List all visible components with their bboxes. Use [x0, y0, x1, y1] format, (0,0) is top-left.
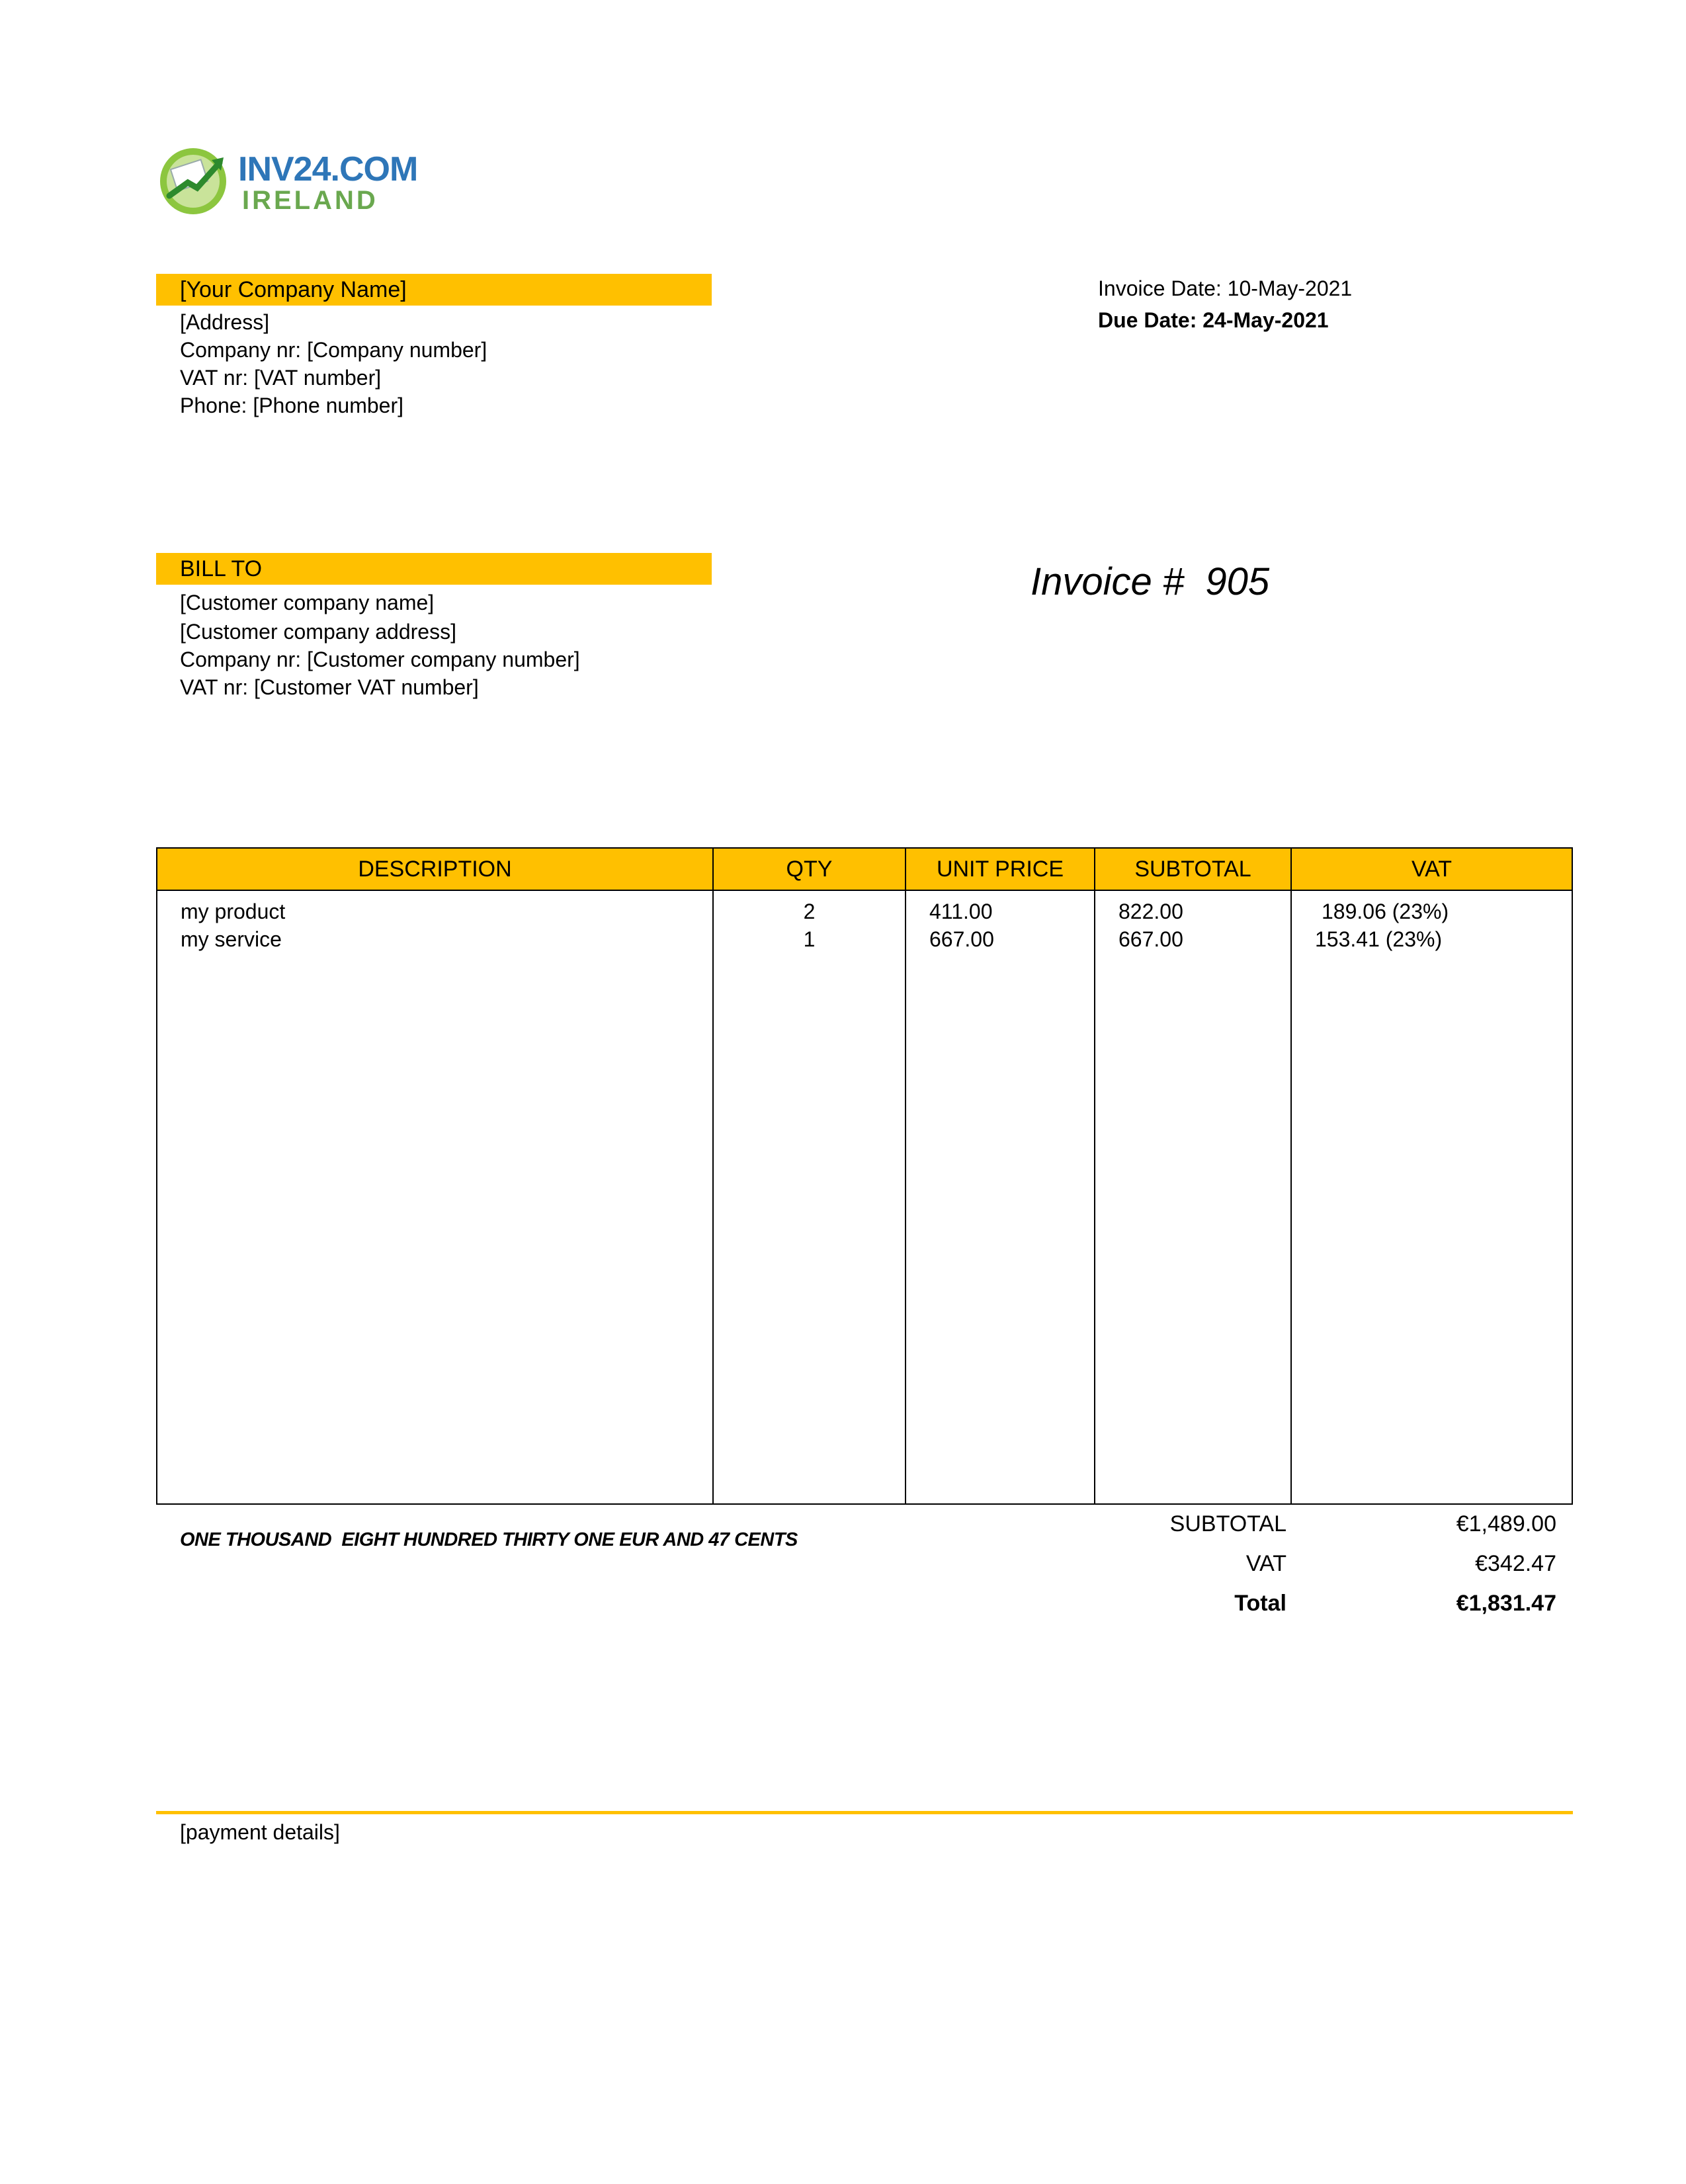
customer-number: Company nr: [Customer company number]: [180, 648, 580, 671]
vat-label: VAT: [1245, 1551, 1286, 1576]
bill-to-header: BILL TO: [156, 553, 712, 585]
header-unit-price: UNIT PRICE: [906, 849, 1095, 890]
item-unit-price: 411.00: [929, 900, 993, 923]
header-vat: VAT: [1291, 849, 1572, 890]
qty-column: [713, 890, 906, 1503]
customer-vat: VAT nr: [Customer VAT number]: [180, 675, 479, 699]
description-column: [157, 890, 713, 1503]
item-qty: 1: [803, 927, 816, 951]
total-value: €1,831.47: [1456, 1591, 1556, 1616]
item-unit-price: 667.00: [929, 927, 994, 951]
item-vat: 153.41 (23%): [1315, 927, 1443, 951]
payment-divider: [156, 1811, 1573, 1814]
company-address: [Address]: [180, 310, 270, 334]
item-qty: 2: [803, 900, 816, 923]
company-number: Company nr: [Company number]: [180, 338, 487, 362]
company-details: [180, 308, 487, 419]
unit-price-column: [906, 890, 1095, 1503]
company-name-header: [Your Company Name]: [156, 274, 712, 306]
logo-text: INV24.COM: [238, 150, 418, 189]
amount-in-words: ONE THOUSAND EIGHT HUNDRED THIRTY ONE EUR AND 47 CENTS: [180, 1529, 798, 1550]
customer-address: [Customer company address]: [180, 620, 456, 644]
item-subtotal: 822.00: [1118, 900, 1183, 923]
logo-subtext: IRELAND: [242, 186, 378, 215]
invoice-date: Invoice Date: 10-May-2021: [1098, 276, 1353, 300]
invoice-number: Invoice # 905: [1031, 560, 1270, 603]
customer-details: [180, 587, 580, 701]
item-description: my service: [181, 927, 282, 951]
header-description: DESCRIPTION: [157, 849, 713, 890]
payment-details: [payment details]: [180, 1820, 340, 1844]
header-subtotal: SUBTOTAL: [1095, 849, 1291, 890]
header-qty: QTY: [713, 849, 906, 890]
items-table: [156, 847, 1573, 1505]
logo-icon: [160, 148, 226, 214]
total-label: Total: [1234, 1591, 1286, 1616]
table-header-row: [157, 849, 1572, 890]
customer-name: [Customer company name]: [180, 591, 435, 614]
due-date: Due Date: 24-May-2021: [1098, 308, 1329, 332]
subtotal-label: SUBTOTAL: [1169, 1511, 1286, 1536]
vat-column: [1291, 890, 1572, 1503]
company-phone: Phone: [Phone number]: [180, 394, 404, 417]
item-vat: 189.06 (23%): [1322, 900, 1449, 923]
item-description: my product: [181, 900, 286, 923]
vat-value: €342.47: [1475, 1551, 1556, 1576]
subtotal-column: [1095, 890, 1291, 1503]
company-vat: VAT nr: [VAT number]: [180, 366, 382, 390]
item-subtotal: 667.00: [1118, 927, 1183, 951]
table-row: [157, 890, 1572, 1503]
subtotal-value: €1,489.00: [1456, 1511, 1556, 1536]
